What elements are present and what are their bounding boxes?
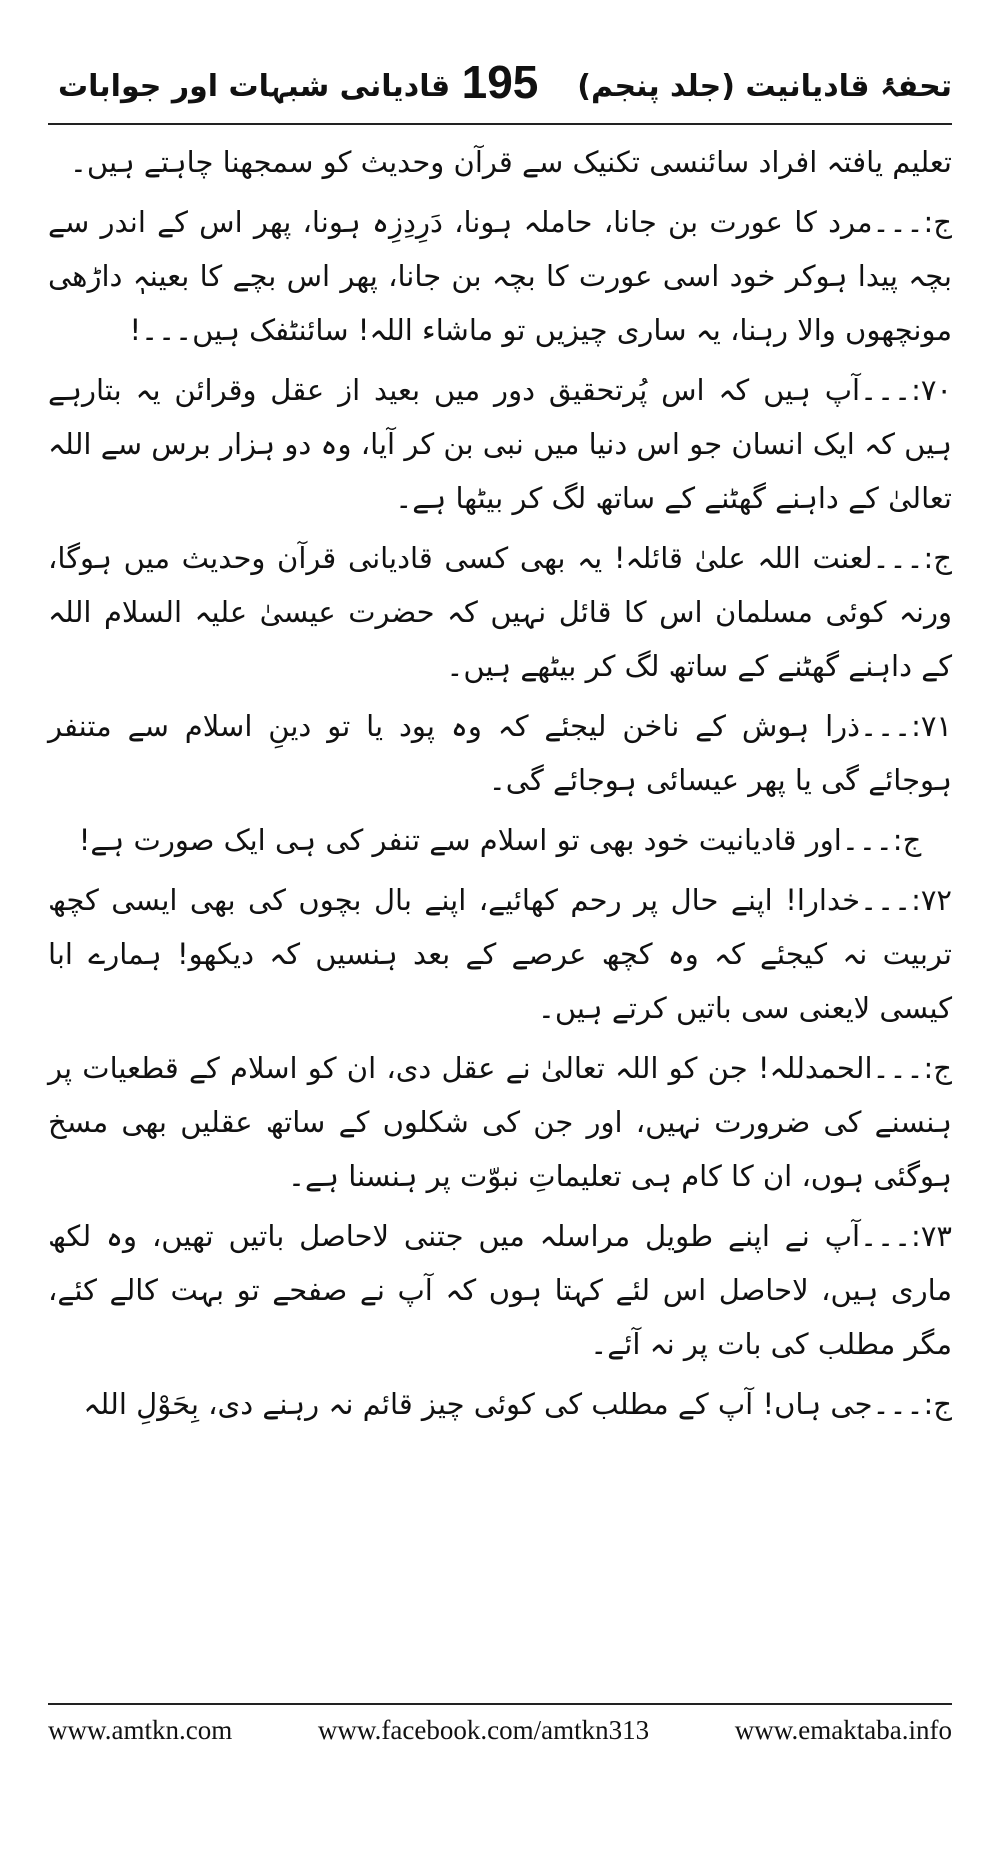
page-body [48,135,952,1431]
paragraph-answer: ج:۔۔۔اور قادیانیت خود بھی تو اسلام سے تنفر کی ہی ایک صورت ہے! [78,823,922,857]
footer-divider [48,1703,952,1705]
page-footer [48,1715,952,1755]
paragraph-intro-continuation: تعلیم یافتہ افراد سائنسی تکنیک سے قرآن وحدیث کو سمجھنا چاہتے ہیں۔ [69,145,952,179]
paragraph-question-73: ۷۳:۔۔۔آپ نے اپنے طویل مراسلہ میں جتنی لاحاصل باتیں تھیں، وہ لکھ ماری ہیں، لاحاصل اس لئے کہتا ہوں کہ آپ نے صفحے تو بہت کالے کئے، مگر مطلب کی بات پر نہ آئے۔ [48,1219,952,1361]
footer-link-facebook[interactable]: www.facebook.com/amtkn313 [317,1715,650,1745]
paragraph-question-72: ۷۲:۔۔۔خدارا! اپنے حال پر رحم کھائیے، اپنے بال بچوں کی بھی ایسی کچھ تربیت نہ کیجئے کہ وہ کچھ عرصے کے بعد ہنسیں کہ دیکھو! ہمارے ابا کیسی لایعنی سی باتیں کرتے ہیں۔ [48,883,952,1025]
paragraph-question-70: ۷۰:۔۔۔آپ ہیں کہ اس پُرتحقیق دور میں بعید از عقل وقرائن یہ بتارہے ہیں کہ ایک انسان جو اس دنیا میں نبی بن کر آیا، وہ دو ہزار برس سے اللہ تعالیٰ کے داہنے گھٹنے کے ساتھ لگ کر بیٹھا ہے۔ [48,373,952,515]
paragraph-answer: ج:۔۔۔مرد کا عورت بن جانا، حاملہ ہونا، دَرِدِزِہ ہونا، پھر اس کے اندر سے بچہ پیدا ہوکر خود اسی عورت کا بچہ بن جانا، پھر اس بچے کا بعینہٖ داڑھی مونچھوں والا رہنا، یہ ساری چیزیں تو ماشاء اللہ! سائنٹفک ہیں۔۔۔! [48,205,952,347]
paragraph-question-71: ۷۱:۔۔۔ذرا ہوش کے ناخن لیجئے کہ وہ پود یا تو دینِ اسلام سے متنفر ہوجائے گی یا پھر عیسائی ہوجائے گی۔ [48,709,952,797]
footer-link-amtkn[interactable]: www.amtkn.com [48,1715,233,1745]
book-title: تحفۂ قادیانیت (جلد پنجم) [577,69,952,104]
paragraph-answer: ج:۔۔۔الحمدللہ! جن کو اللہ تعالیٰ نے عقل دی، ان کو اسلام کے قطعیات پر ہنسنے کی ضرورت نہیں، اور جن کی شکلوں کے ساتھ عقلیں بھی مسخ ہوگئی ہوں، ان کا کام ہی تعلیماتِ نبوّت پر ہنسنا ہے۔ [48,1051,952,1193]
section-title: قادیانی شبہات اور جوابات [58,69,451,104]
paragraph-answer: ج:۔۔۔لعنت اللہ علیٰ قائلہ! یہ بھی کسی قادیانی قرآن وحدیث میں ہوگا، ورنہ کوئی مسلمان اس کا قائل نہیں کہ حضرت عیسیٰ علیہ السلام اللہ کے داہنے گھٹنے کے ساتھ لگ کر بیٹھے ہیں۔ [48,541,952,683]
footer-link-emaktaba[interactable]: www.emaktaba.info [734,1715,952,1745]
page-number: 195 [461,56,539,108]
paragraph-answer: ج:۔۔۔جی ہاں! آپ کے مطلب کی کوئی چیز قائم نہ رہنے دی، بِحَوْلِ اللہ [83,1387,952,1421]
page-header [48,55,952,115]
header-divider [48,123,952,125]
book-page [48,55,952,1815]
